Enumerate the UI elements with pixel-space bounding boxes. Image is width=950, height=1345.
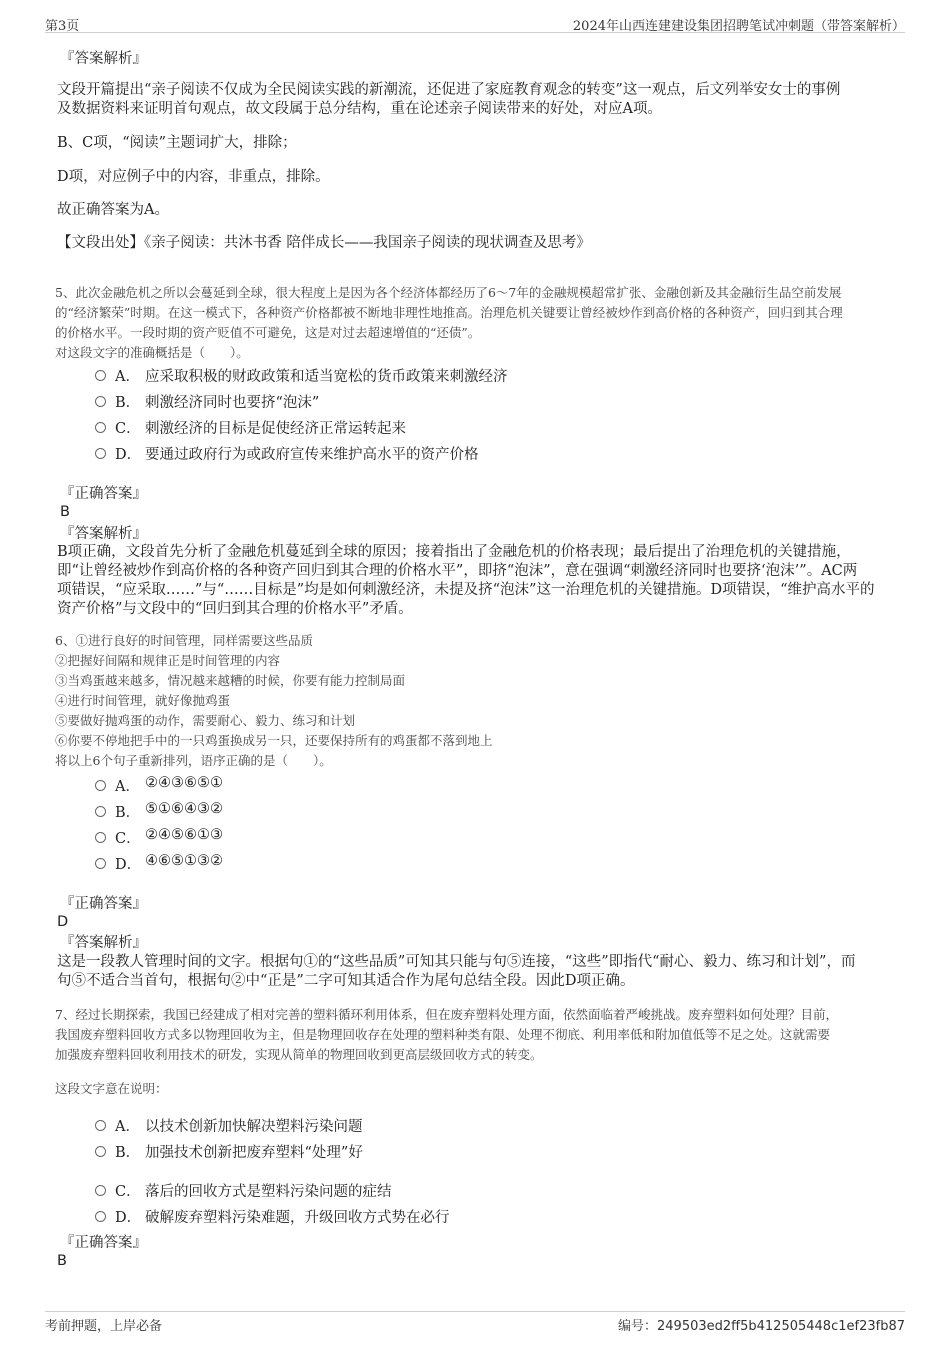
q5-analysis-line: 资产价格”与文段中的“回归到其合理的价格水平”矛盾。 xyxy=(57,601,413,617)
q4-analysis-line: 及数据资料来证明首句观点，故文段属于总分结构，重在论述亲子阅读带来的好处，对应A项。 xyxy=(57,101,662,117)
q5-answer: B xyxy=(60,504,70,520)
radio-icon[interactable] xyxy=(95,396,106,407)
q6-answer: D xyxy=(57,914,69,930)
q5-answer-label: 『正确答案』 xyxy=(60,486,147,502)
option-letter: A． xyxy=(115,369,140,385)
q6-stem-line: ③当鸡蛋越来越多，情况越来越糟的时候，你要有能力控制局面 xyxy=(55,673,406,688)
option-letter: C． xyxy=(115,421,141,437)
option-letter: C． xyxy=(115,831,141,847)
q5-analysis-line: 项错误，“应采取……”与“……目标是”均是如何刺激经济，未提及挤“泡沫”这一治理危机的关键措施。D项错误，“维护高水平的 xyxy=(57,582,875,598)
radio-icon[interactable] xyxy=(95,422,106,433)
q6-analysis-label: 『答案解析』 xyxy=(60,935,147,951)
q6-stem-line: 将以上6个句子重新排列，语序正确的是（ ）。 xyxy=(55,753,332,768)
radio-icon[interactable] xyxy=(95,780,106,791)
q7-answer: B xyxy=(57,1253,67,1269)
q5-stem-line: 5、此次金融危机之所以会蔓延到全球，很大程度上是因为各个经济体都经历了6～7年的金融规模超常扩张、金融创新及其金融衍生品空前发展 xyxy=(55,285,842,300)
q4-source: 【文段出处】《亲子阅读：共沐书香 陪伴成长——我国亲子阅读的现状调查及思考》 xyxy=(57,235,591,251)
q7-question: 这段文字意在说明： xyxy=(55,1081,168,1096)
q7-stem-line: 加强废弃塑料回收利用技术的研发，实现从简单的物理回收到更高层级回收方式的转变。 xyxy=(55,1047,543,1062)
q6-stem-line: ⑤要做好抛鸡蛋的动作，需要耐心、毅力、练习和计划 xyxy=(55,713,356,728)
q5-analysis-label: 『答案解析』 xyxy=(60,526,147,542)
q7-stem xyxy=(55,1005,838,1065)
option-letter: D． xyxy=(115,1210,142,1226)
q6-stem-line: 6、①进行良好的时间管理，同样需要这些品质 xyxy=(55,633,313,648)
radio-icon[interactable] xyxy=(95,858,106,869)
option-letter: B． xyxy=(115,805,141,821)
q5-stem xyxy=(55,283,843,363)
q6-stem xyxy=(55,631,493,771)
radio-icon[interactable] xyxy=(95,1185,106,1196)
q4-analysis-label: 『答案解析』 xyxy=(60,51,147,67)
option-letter: A． xyxy=(115,1119,140,1135)
footer-slogan: 考前押题，上岸必备 xyxy=(45,1319,163,1334)
footer-serial xyxy=(618,1315,905,1334)
q6-analysis xyxy=(57,953,855,991)
option-text: 加强技术创新把废弃塑料“处理”好 xyxy=(145,1145,363,1161)
q6-stem-line: ⑥你要不停地把手中的一只鸡蛋换成另一只，还要保持所有的鸡蛋都不落到地上 xyxy=(55,733,493,748)
option-text: ④⑥⑤①③② xyxy=(145,853,223,869)
q5-analysis-line: B项正确，文段首先分析了金融危机蔓延到全球的原因；接着指出了金融危机的价格表现；最后提出了治理危机的关键措施， xyxy=(57,544,851,560)
option-text: 应采取积极的财政政策和适当宽松的货币政策来刺激经济 xyxy=(145,369,508,385)
radio-icon[interactable] xyxy=(95,1146,106,1157)
radio-icon[interactable] xyxy=(95,832,106,843)
page-number: 第3页 xyxy=(45,19,80,34)
radio-icon[interactable] xyxy=(95,448,106,459)
option-text: ⑤①⑥④③② xyxy=(145,801,223,817)
footer-serial-label: 编号： xyxy=(618,1319,658,1334)
option-text: ②④⑤⑥①③ xyxy=(145,827,223,843)
header-divider xyxy=(45,32,905,33)
q4-conclusion: 故正确答案为A。 xyxy=(57,202,169,218)
option-text: ②④③⑥⑤① xyxy=(145,775,223,791)
radio-icon[interactable] xyxy=(95,806,106,817)
footer-divider xyxy=(45,1311,905,1312)
option-letter: D． xyxy=(115,857,142,873)
radio-icon[interactable] xyxy=(95,1120,106,1131)
q6-answer-label: 『正确答案』 xyxy=(60,896,147,912)
option-text: 落后的回收方式是塑料污染问题的症结 xyxy=(145,1184,392,1200)
q5-stem-line: 对这段文字的准确概括是（ ）。 xyxy=(55,345,249,360)
option-text: 破解废弃塑料污染难题，升级回收方式势在必行 xyxy=(145,1210,450,1226)
q6-analysis-line: 句⑤不适合当首句，根据句②中“正是”二字可知其适合作为尾句总结全段。因此D项正确。 xyxy=(57,973,635,989)
q4-bc-note: B、C项，“阅读”主题词扩大，排除； xyxy=(57,135,297,151)
q4-analysis-line: 文段开篇提出“亲子阅读不仅成为全民阅读实践的新潮流，还促进了家庭教育观念的转变”这一观点，后文列举安女士的事例 xyxy=(57,82,841,98)
option-text: 刺激经济同时也要挤“泡沫” xyxy=(145,395,320,411)
q6-stem-line: ④进行时间管理，就好像抛鸡蛋 xyxy=(55,693,231,708)
q4-analysis xyxy=(57,81,840,119)
option-text: 以技术创新加快解决塑料污染问题 xyxy=(145,1119,363,1135)
option-letter: B． xyxy=(115,1145,141,1161)
q5-analysis-line: 即“让曾经被炒作到高价格的各种资产回归到其合理的价格水平”，即挤“泡沫”，意在强调“刺激经济同时也要挤‘泡沫’”。AC两 xyxy=(57,563,858,579)
q7-answer-label: 『正确答案』 xyxy=(60,1235,147,1251)
document-title: 2024年山西连建建设集团招聘笔试冲刺题（带答案解析） xyxy=(572,19,905,34)
q6-stem-line: ②把握好间隔和规律正是时间管理的内容 xyxy=(55,653,281,668)
q5-stem-line: 的价格水平。一段时期的资产贬值不可避免，这是对过去超速增值的“还债”。 xyxy=(55,325,481,340)
option-text: 刺激经济的目标是促使经济正常运转起来 xyxy=(145,421,406,437)
q6-analysis-line: 这是一段教人管理时间的文字。根据句①的“这些品质”可知其只能与句⑤连接，“这些”即指代“耐心、毅力、练习和计划”，而 xyxy=(57,954,856,970)
radio-icon[interactable] xyxy=(95,370,106,381)
option-letter: C． xyxy=(115,1184,141,1200)
radio-icon[interactable] xyxy=(95,1211,106,1222)
option-letter: B． xyxy=(115,395,141,411)
q5-analysis xyxy=(57,543,875,619)
q7-stem-line: 7、经过长期探索，我国已经建成了相对完善的塑料循环利用体系，但在废弃塑料处理方面，依然面临着严峻挑战。废弃塑料如何处理？目前， xyxy=(55,1007,838,1022)
q4-d-note: D项，对应例子中的内容，非重点，排除。 xyxy=(57,169,330,185)
option-letter: A． xyxy=(115,779,140,795)
footer-serial-code: 249503ed2ff5b412505448c1ef23fb87 xyxy=(657,1319,905,1334)
option-letter: D． xyxy=(115,447,142,463)
q5-stem-line: 的“经济繁荣”时期。在这一模式下，各种资产价格都被不断地非理性地推高。治理危机关键要让曾经被炒作到高价格的各种资产，回归到其合理 xyxy=(55,305,843,320)
option-text: 要通过政府行为或政府宣传来维护高水平的资产价格 xyxy=(145,447,479,463)
q7-stem-line: 我国废弃塑料回收方式多以物理回收为主，但是物理回收存在处理的塑料种类有限、处理不彻底、利用率低和附加值低等不足之处。这就需要 xyxy=(55,1027,831,1042)
